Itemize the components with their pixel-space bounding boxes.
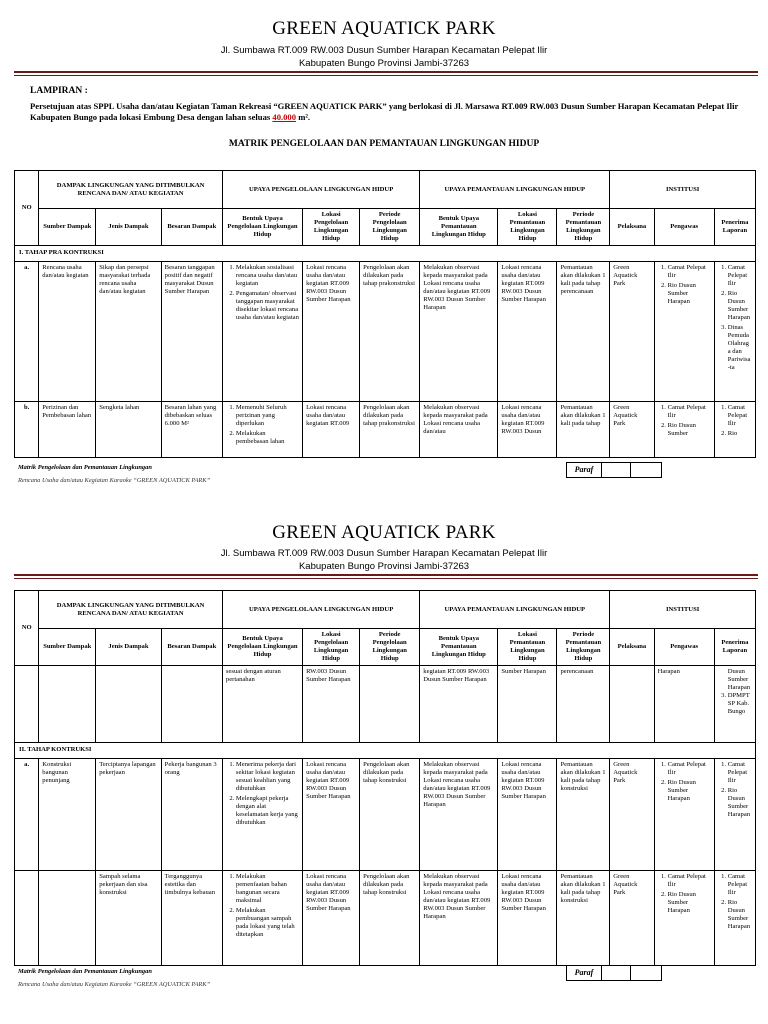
cell-bentuk — [222, 402, 302, 458]
cell-jenis: Terciptanya lapangan pekerjaan — [96, 759, 161, 871]
list-item: 1. Melakukan sosialisasi rencana usaha dan/atau kegiatan — [236, 264, 299, 288]
cell-periode-pantau: Pemantauan akan dilakukan 1 kali pada tahap — [557, 402, 610, 458]
cell-periode-pantau: Pemantauan akan dilakukan 1 kali pada tahap perencanaan — [557, 262, 610, 402]
cell-lokasi: RW.003 Dusun Sumber Harapan — [303, 666, 360, 743]
table-row — [15, 262, 756, 402]
col-penerima: Penerima Laporan — [714, 629, 755, 666]
cell-lokasi-pantau: Sumber Harapan — [498, 666, 557, 743]
list-item: 2. Melakukan pembebasan lahan — [236, 430, 299, 446]
cell-sumber: Perizinan dan Pembebasan lahan — [39, 402, 96, 458]
list-item: 1. Camat Pelepat Ilir — [668, 264, 711, 280]
cell-pengawas — [654, 759, 714, 871]
cell-pelaksana: Green Aquatick Park — [610, 262, 654, 402]
cell-bentuk — [222, 759, 302, 871]
list-item: 2. Rio Dusun Sumber Harapan — [728, 290, 752, 322]
cell-lokasi: Lokasi rencana usaha dan/atau kegiatan RT.009 — [303, 402, 360, 458]
cell-bentuk-pantau: Melakukan observasi kepada masyarakat pada Lokasi rencana usaha dan/atau kegiatan RT.009 RW.003 Dusun Sumber Harapan — [420, 262, 498, 402]
cell-jenis: Sengketa lahan — [96, 402, 161, 458]
list-item: 2. Rio Dusun Sumber — [668, 422, 711, 438]
cell-jenis: Sikap dan persepsi masyarakat terhada rencana usaha dan/atau kegiatan — [96, 262, 161, 402]
paraf-cell — [602, 463, 631, 477]
intro-text: Persetujuan atas SPPL Usaha dan/atau Kegiatan Taman Rekreasi “GREEN AQUATICK PARK” yang berlokasi di Jl. Marsawa RT.009 RW.003 Dusun Sumber Harapan Kecamatan Pelepat Ilir Kabupaten Bungo pada lokasi Embung Desa dengan lahan seluas — [30, 101, 739, 122]
paraf-label: Paraf — [567, 966, 602, 980]
list-item: 2. Melengkapi pekerja dengan alat keselamatan kerja yang dibutuhkan — [236, 795, 299, 827]
cell-lokasi-pantau: Lokasi rencana usaha dan/atau kegiatan RT.009 RW.003 Dusun Sumber Harapan — [498, 871, 557, 966]
intro-area: 40.000 — [272, 112, 297, 122]
intro-paragraph — [30, 101, 750, 123]
header-address-line1: Jl. Sumbawa RT.009 RW.003 Dusun Sumber Harapan Kecamatan Pelepat Ilir — [220, 45, 548, 56]
cell-pengawas — [654, 262, 714, 402]
col-no: NO — [15, 171, 39, 246]
cell-lokasi: Lokasi rencana usaha dan/atau kegiatan RT.009 RW.003 Dusun Sumber Harapan — [303, 871, 360, 966]
cell-bentuk: sesuai dengan aturan pertanahan — [222, 666, 302, 743]
table-row-continued — [15, 666, 756, 743]
list-item: 1. Camat Pelepat Ilir — [668, 404, 711, 420]
paraf-cell — [631, 966, 659, 980]
cell-penerima — [714, 666, 755, 743]
cell-periode: Pengelolaan akan dilakukan pada tahap konstruksi — [360, 759, 420, 871]
list-item: 1. Melakukan pemenfaatan bahan bangunan secara maksimal — [236, 873, 299, 905]
col-jenis-dampak: Jenis Dampak — [96, 629, 161, 666]
col-pelaksana: Pelaksana — [610, 209, 654, 246]
col-institusi-group: INSTITUSI — [610, 591, 756, 629]
list-item: 1. Camat Pelepat Ilir — [728, 404, 752, 428]
cell-periode-pantau: perencanaan — [557, 666, 610, 743]
col-periode-pengelolaan: Periode Pengelolaan Lingkungan Hidup — [360, 209, 420, 246]
header-address-line2: Kabupaten Bungo Provinsi Jambi-37263 — [298, 561, 470, 572]
col-no: NO — [15, 591, 39, 666]
cell-besaran — [161, 666, 222, 743]
header-rule-thin — [14, 578, 758, 579]
cell-bentuk-pantau: Melakukan observasi kepada masyarakat pada Lokasi rencana usaha dan/atau kegiatan RT.009 RW.003 Dusun Sumber Harapan — [420, 871, 498, 966]
list-item: 1. Camat Pelepat Ilir — [728, 873, 752, 897]
list-item: 2. Rio — [728, 430, 752, 438]
cell-pelaksana: Green Aquatick Park — [610, 759, 654, 871]
col-bentuk-pengelolaan: Bentuk Upaya Pengelolaan Lingkungan Hidup — [222, 209, 302, 246]
col-besaran-dampak: Besaran Dampak — [161, 629, 222, 666]
header-title: GREEN AQUATICK PARK — [272, 522, 496, 543]
cell-pengawas — [654, 871, 714, 966]
row-no — [15, 871, 39, 966]
col-periode-pemantauan: Periode Pemantauan Lingkungan Hidup — [557, 209, 610, 246]
cell-bentuk — [222, 871, 302, 966]
matrix-table-page1 — [14, 170, 756, 458]
row-no: a. — [15, 759, 39, 871]
col-lokasi-pengelolaan: Lokasi Pengelolaan Lingkungan Hidup — [303, 209, 360, 246]
cell-besaran: Besaran tanggapan positif dan negatif masyarakat Dusun Sumber Harapan — [161, 262, 222, 402]
cell-jenis — [96, 666, 161, 743]
section-konstruksi: II. TAHAP KONTRUKSI — [15, 743, 756, 759]
cell-lokasi: Lokasi rencana usaha dan/atau kegiatan RT.009 RW.003 Dusun Sumber Harapan — [303, 262, 360, 402]
cell-bentuk — [222, 262, 302, 402]
cell-pelaksana: Green Aquatick Park — [610, 871, 654, 966]
cell-lokasi: Lokasi rencana usaha dan/atau kegiatan RT.009 RW.003 Dusun Sumber Harapan — [303, 759, 360, 871]
cell-besaran: Pekerja bangunan 3 orang — [161, 759, 222, 871]
list-item: 3. Dinas Pemuda Olahrag a dan Pariwisa -ta — [728, 324, 752, 372]
cell-pelaksana — [610, 666, 654, 743]
col-pemantauan-group: UPAYA PEMANTAUAN LINGKUNGAN HIDUP — [420, 171, 610, 209]
paraf-cell — [631, 463, 659, 477]
list-item: 2. Rio Dusun Sumber Harapan — [668, 779, 711, 803]
col-pengelolaan-group: UPAYA PENGELOLAAN LINGKUNGAN HIDUP — [222, 171, 419, 209]
paraf-cell — [602, 966, 631, 980]
col-periode-pengelolaan: Periode Pengelolaan Lingkungan Hidup — [360, 629, 420, 666]
penerima-cont: Dusun Sumber Harapan — [727, 668, 751, 691]
list-item: 3. DPMPT SP Kab. Bungo — [728, 692, 752, 716]
col-pelaksana: Pelaksana — [610, 629, 654, 666]
cell-jenis: Sampah selama pekerjaan dan sisa konstruksi — [96, 871, 161, 966]
header-rule — [14, 71, 758, 73]
cell-besaran: Terganggunya estetika dan timbulnya kebauan — [161, 871, 222, 966]
section-pra-konstruksi: I. TAHAP PRA KONTRUKSI — [15, 246, 756, 262]
col-bentuk-pengelolaan: Bentuk Upaya Pengelolaan Lingkungan Hidup — [222, 629, 302, 666]
cell-sumber — [39, 666, 96, 743]
col-besaran-dampak: Besaran Dampak — [161, 209, 222, 246]
footer-line2: Rencana Usaha dan/atau Kegiatan Karaoke “GREEN AQUATICK PARK” — [18, 981, 211, 988]
col-periode-pemantauan: Periode Pemantauan Lingkungan Hidup — [557, 629, 610, 666]
col-penerima: Penerima Laporan — [714, 209, 755, 246]
cell-periode — [360, 666, 420, 743]
table-row — [15, 871, 756, 966]
footer-line2: Rencana Usaha dan/atau Kegiatan Karaoke “GREEN AQUATICK PARK” — [18, 477, 211, 484]
col-sumber-dampak: Sumber Dampak — [39, 209, 96, 246]
cell-bentuk-pantau: kegiatan RT.009 RW.003 Dusun Sumber Harapan — [420, 666, 498, 743]
cell-periode: Pengelolaan akan dilakukan pada tahap prakonstruksi — [360, 402, 420, 458]
cell-periode-pantau: Pemantauan akan dilakukan 1 kali pada tahap konstruksi — [557, 759, 610, 871]
col-pengawas: Pengawas — [654, 629, 714, 666]
header-title: GREEN AQUATICK PARK — [272, 18, 496, 39]
cell-penerima — [714, 402, 755, 458]
list-item: 2. Rio Dusun Sumber Harapan — [728, 787, 752, 819]
cell-pengawas — [654, 402, 714, 458]
intro-unit: m². — [298, 112, 311, 122]
cell-bentuk-pantau: Melakukan observasi kepada masyarakat pada Lokasi rencana usaha dan/atau kegiatan RT.009 RW.003 Dusun Sumber Harapan — [420, 759, 498, 871]
cell-lokasi-pantau: Lokasi rencana usaha dan/atau kegiatan RT.009 RW.003 Dusun — [498, 402, 557, 458]
cell-pengawas: Harapan — [654, 666, 714, 743]
list-item: 1. Camat Pelepat Ilir — [668, 873, 711, 889]
col-pemantauan-group: UPAYA PEMANTAUAN LINGKUNGAN HIDUP — [420, 591, 610, 629]
list-item: 1. Camat Pelepat Ilir — [728, 761, 752, 785]
list-item: 2. Pengamatan/ observasi tanggapan masyarakat disekitar lokasi rencana usaha dan/atau kegiatan — [236, 290, 299, 322]
cell-penerima — [714, 759, 755, 871]
list-item: 1. Camat Pelepat Ilir — [728, 264, 752, 288]
paraf-label: Paraf — [567, 463, 602, 477]
table-row — [15, 402, 756, 458]
col-sumber-dampak: Sumber Dampak — [39, 629, 96, 666]
paraf-box — [566, 965, 662, 981]
cell-penerima — [714, 871, 755, 966]
table-row — [15, 759, 756, 871]
list-item: 1. Menerima pekerja dari sekitar lokasi kegiatan sesuai keahlian yang dibutuhkan — [236, 761, 299, 793]
col-jenis-dampak: Jenis Dampak — [96, 209, 161, 246]
list-item: 2. Rio Dusun Sumber Harapan — [668, 891, 711, 915]
cell-sumber — [39, 871, 96, 966]
cell-sumber: Konstruksi bangunan penunjang — [39, 759, 96, 871]
header-rule — [14, 574, 758, 576]
cell-bentuk-pantau: Melakukan observasi kepada masyarakat pada Lokasi rencana usaha dan/atau — [420, 402, 498, 458]
cell-pelaksana: Green Aquatick Park — [610, 402, 654, 458]
col-bentuk-pemantauan: Bentuk Upaya Pemantauan Lingkungan Hidup — [420, 629, 498, 666]
col-bentuk-pemantauan: Bentuk Upaya Pemantauan Lingkungan Hidup — [420, 209, 498, 246]
cell-no — [15, 666, 39, 743]
col-pengawas: Pengawas — [654, 209, 714, 246]
col-pengelolaan-group: UPAYA PENGELOLAAN LINGKUNGAN HIDUP — [222, 591, 419, 629]
cell-penerima — [714, 262, 755, 402]
list-item: 1. Camat Pelepat Ilir — [668, 761, 711, 777]
list-item: 2. Rio Dusun Sumber Harapan — [668, 282, 711, 306]
lampiran-label: LAMPIRAN : — [30, 86, 88, 96]
footer-line1: Matrik Pengelolaan dan Pemantauan Lingkungan — [18, 968, 152, 975]
col-lokasi-pemantauan: Lokasi Pemantauan Lingkungan Hidup — [498, 209, 557, 246]
footer-line1: Matrik Pengelolaan dan Pemantauan Lingkungan — [18, 464, 152, 471]
col-institusi-group: INSTITUSI — [610, 171, 756, 209]
header-address-line2: Kabupaten Bungo Provinsi Jambi-37263 — [298, 58, 470, 69]
paraf-box — [566, 462, 662, 478]
col-lokasi-pemantauan: Lokasi Pemantauan Lingkungan Hidup — [498, 629, 557, 666]
row-no: a. — [15, 262, 39, 402]
matrix-title: MATRIK PENGELOLAAN DAN PEMANTAUAN LINGKUNGAN HIDUP — [228, 139, 540, 149]
cell-periode: Pengelolaan akan dilakukan pada tahap prakonstruksi — [360, 262, 420, 402]
cell-lokasi-pantau: Lokasi rencana usaha dan/atau kegiatan RT.009 RW.003 Dusun Sumber Harapan — [498, 759, 557, 871]
col-dampak-group: DAMPAK LINGKUNGAN YANG DITIMBULKAN RENCANA DAN/ ATAU KEGIATAN — [39, 171, 223, 209]
header-address-line1: Jl. Sumbawa RT.009 RW.003 Dusun Sumber Harapan Kecamatan Pelepat Ilir — [220, 548, 548, 559]
matrix-table-page2 — [14, 590, 756, 966]
cell-lokasi-pantau: Lokasi rencana usaha dan/atau kegiatan RT.009 RW.003 Dusun Sumber Harapan — [498, 262, 557, 402]
header-rule-thin — [14, 75, 758, 76]
list-item: 2. Melakukan pembuangan sampah pada lokasi yang telah ditetapkan — [236, 907, 299, 939]
cell-periode-pantau: Pemantauan akan dilakukan 1 kali pada tahap konstruksi — [557, 871, 610, 966]
list-item: 2. Rio Dusun Sumber Harapan — [728, 899, 752, 931]
cell-sumber: Rencana usaha dan/atau kegiatan — [39, 262, 96, 402]
cell-besaran: Besaran lahan yang dibebaskan seluas 6.000 M² — [161, 402, 222, 458]
cell-periode: Pengelolaan akan dilakukan pada tahap konstruksi — [360, 871, 420, 966]
list-item: 1. Memenuhi Seluruh perizinan yang diperlukan — [236, 404, 299, 428]
col-dampak-group: DAMPAK LINGKUNGAN YANG DITIMBULKAN RENCANA DAN/ ATAU KEGIATAN — [39, 591, 223, 629]
row-no: b. — [15, 402, 39, 458]
col-lokasi-pengelolaan: Lokasi Pengelolaan Lingkungan Hidup — [303, 629, 360, 666]
